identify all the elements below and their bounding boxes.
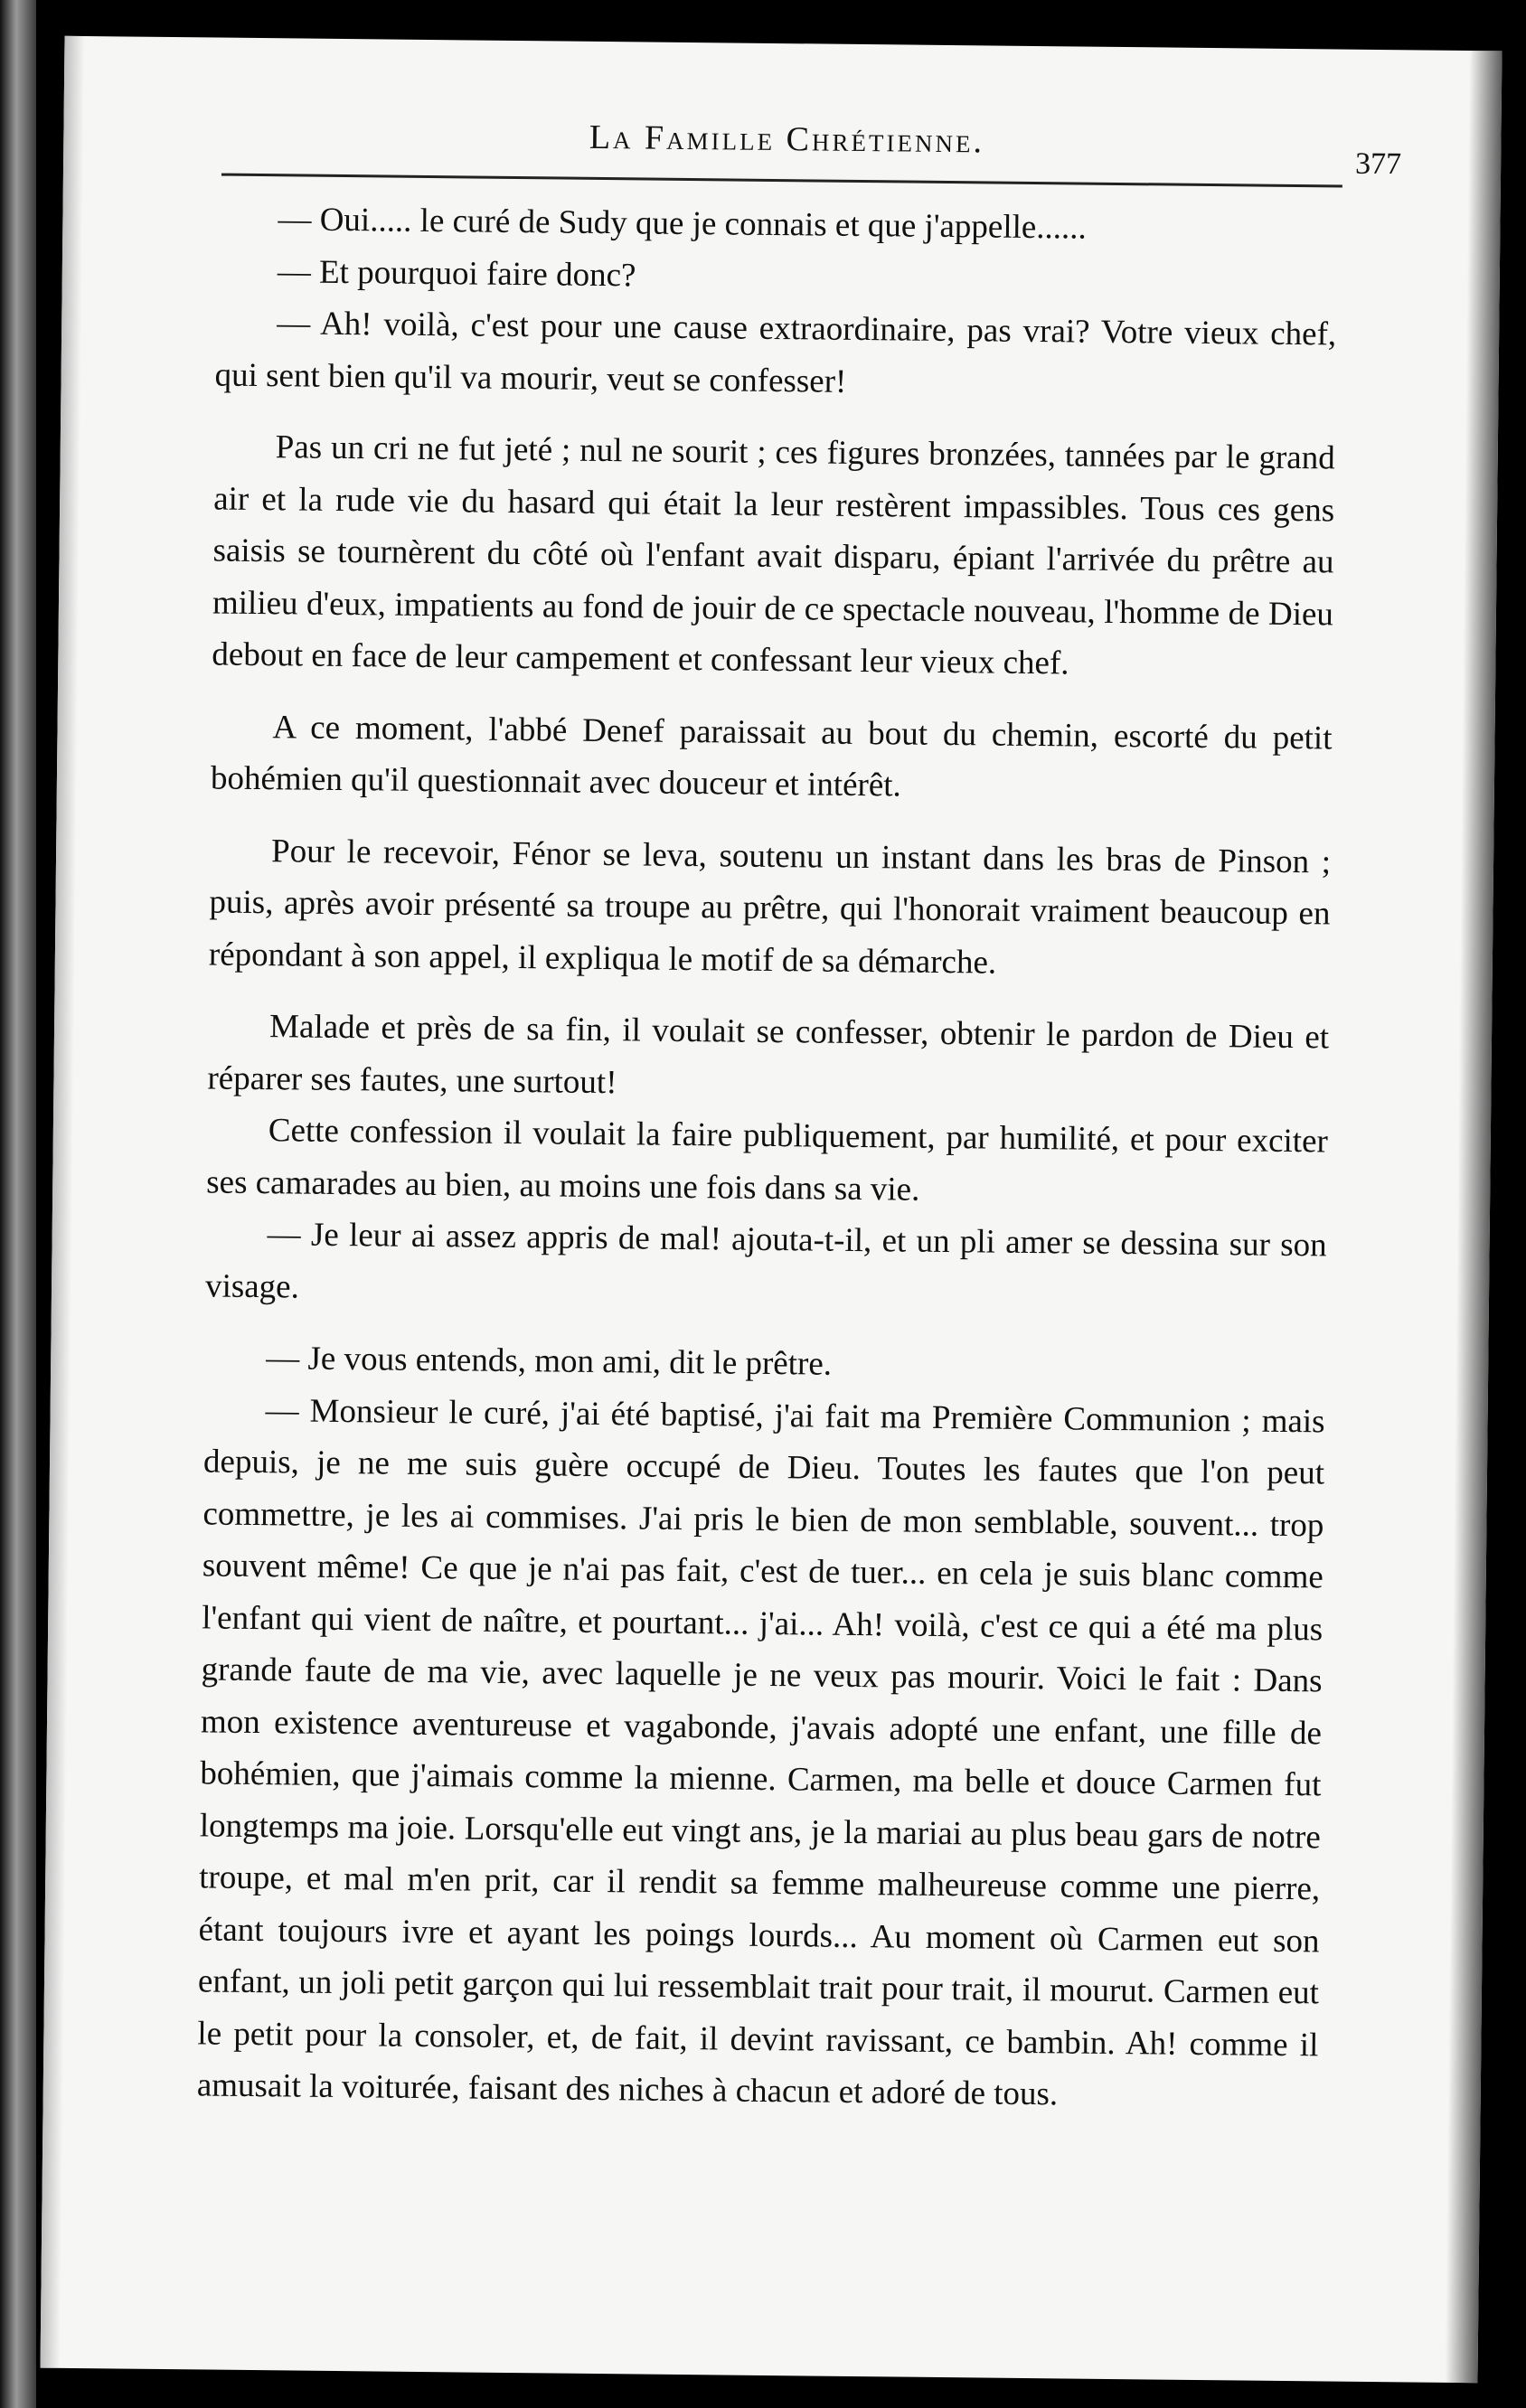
running-title: La Famille Chrétienne.: [589, 118, 985, 161]
paragraph: — Et pourquoi faire donc?: [277, 252, 636, 294]
paragraph: Pour le recevoir, Fénor se leva, soutenu un instant dans les bras de Pinson ; puis, après avoir présenté sa troupe au prêtre, qui l'honorait vraiment beaucoup en répondant à son appel, il expliqua le motif de sa démarche.: [208, 832, 1332, 982]
binding-edge: [0, 0, 36, 2408]
paragraph: — Monsieur le curé, j'ai été baptisé, j'ai fait ma Première Communion ; mais depuis, je ne me suis guère occupé de Dieu. Toutes les fautes que l'on peut commettre, je les ai commises. J'ai pris le bien de mon semblable, souvent... trop souvent même! Ce que je n'ai pas fait, c'est de tuer... en cela je suis blanc comme l'enfant qui vient de naître, et pourtant... j'ai... Ah! voilà, c'est ce qui a été ma plus grande faute de ma vie, avec laquelle je ne veux pas mourir. Voici le fait : Dans mon existence aventureuse et vagabonde, j'avais adopté une enfant, une fille de bohémien, que j'aimais comme la mienne. Carmen, ma belle et douce Carmen fut longtemps ma joie. Lorsqu'elle eut vingt ans, je la mariai au plus beau gars de notre troupe, et mal m'en prit, car il rendit sa femme malheureuse comme une pierre, étant toujours ivre et ayant les poings lourds... Au moment où Carmen eut son enfant, un joli petit garçon qui lui ressemblait trait pour trait, il mourut. Carmen eut le petit pour la consoler, et, de fait, il devint ravissant, ce bambin. Ah! comme il amusait la voiturée, faisant des niches à chacun et adoré de tous.: [196, 1391, 1325, 2113]
paragraph: — Oui..... le curé de Sudy que je connais et que j'appelle......: [278, 201, 1088, 247]
paragraph: A ce moment, l'abbé Denef paraissait au bout du chemin, escorté du petit bohémien qu'il questionnait avec douceur et intérêt.: [210, 708, 1333, 804]
paragraph: Cette confession il voulait la faire publiquement, par humilité, et pour exciter ses camarades au bien, au moins une fois dans sa vie.: [206, 1112, 1329, 1209]
paragraph: Malade et près de sa fin, il voulait se confesser, obtenir le pardon de Dieu et réparer ses fautes, une surtout!: [207, 1008, 1330, 1101]
paragraph: — Ah! voilà, c'est pour une cause extraordinaire, pas vrai? Votre vieux chef, qui sent bien qu'il va mourir, veut se confesser!: [214, 305, 1337, 400]
page-shadow-right: [1445, 51, 1502, 2383]
page-shadow-left: [41, 36, 85, 2368]
paragraph: Pas un cri ne fut jeté ; nul ne sourit ; ces figures bronzées, tannées par le grand air et la rude vie du hasard qui était la leur restèrent impassibles. Tous ces gens saisis se tournèrent du côté où l'enfant avait disparu, épiant l'arrivée du prêtre au milieu d'eux, impatients au fond de jouir de ce spectacle nouveau, l'homme de Dieu debout en face de leur campement et confessant leur vieux chef.: [212, 428, 1335, 682]
header-rule: [221, 174, 1342, 188]
book-page: [41, 36, 1502, 2384]
paragraph: — Je leur ai assez appris de mal! ajouta-t-il, et un pli amer se dessina sur son visage.: [204, 1216, 1327, 1306]
page-number: 377: [1354, 146, 1402, 182]
paragraph: — Je vous entends, mon ami, dit le prêtre.: [266, 1340, 833, 1383]
body-text: [197, 193, 1338, 2123]
